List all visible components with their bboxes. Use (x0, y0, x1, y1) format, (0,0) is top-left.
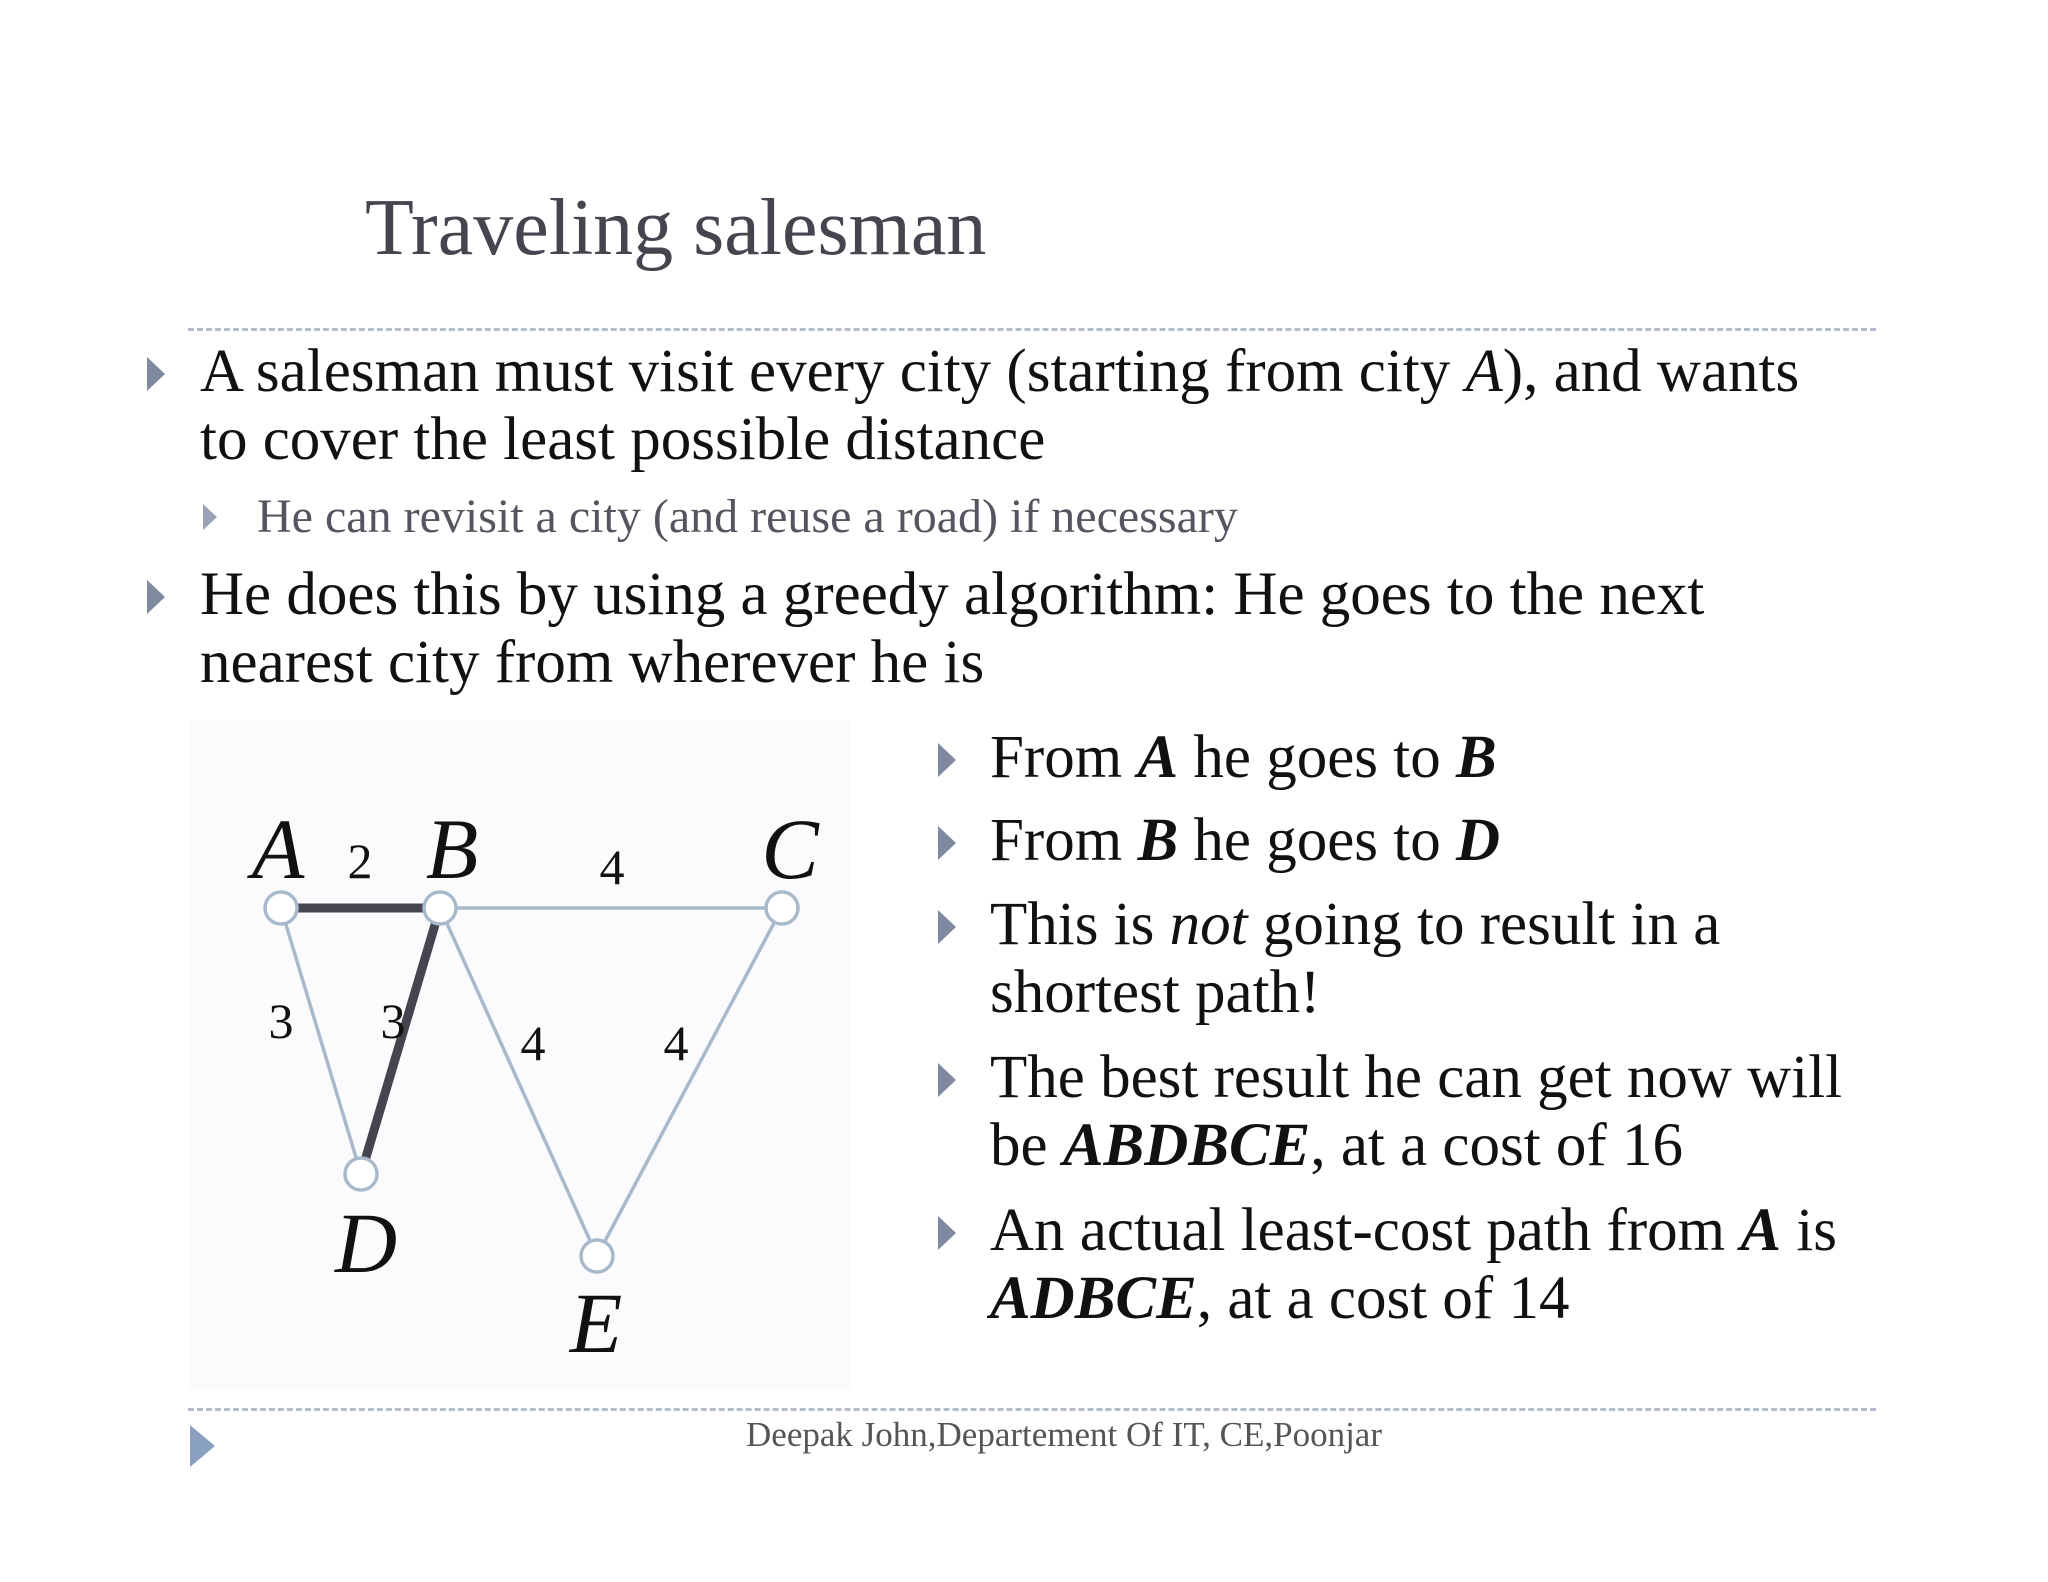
bullet-arrow-icon (938, 1216, 956, 1250)
rb2-pre: From (990, 807, 1138, 874)
edge-weight-AB: 2 (347, 833, 373, 889)
rb2-node-a: B (1137, 807, 1179, 874)
node-D (345, 1158, 377, 1190)
rb4-line-1: The best result he can get now will (990, 1044, 1843, 1111)
bullet-arrow-icon (147, 580, 165, 614)
bullet-arrow-icon (938, 910, 956, 944)
node-label-A: A (251, 801, 305, 897)
node-label-C: C (761, 801, 819, 897)
edge-weight-BD: 3 (380, 993, 406, 1049)
rb1-mid: he goes to (1178, 724, 1456, 791)
bullet-1-city: A (1465, 338, 1503, 405)
sub-bullet-arrow-icon (203, 504, 217, 530)
right-bullet-2 (990, 807, 1500, 875)
rb3-emphasis: not (1169, 891, 1248, 958)
rb4-post: , at a cost of 16 (1310, 1112, 1683, 1179)
bullet-arrow-icon (147, 357, 165, 391)
rb5-post: is (1781, 1197, 1838, 1264)
rb2-mid: he goes to (1178, 807, 1456, 874)
edge-weight-AD: 3 (268, 993, 294, 1049)
node-label-D: D (334, 1195, 398, 1291)
bullet-1-text-a: A salesman must visit every city (starting from city (200, 338, 1466, 405)
rb5-node-a: A (1740, 1197, 1782, 1264)
title-divider (188, 328, 1876, 331)
bullet-2 (257, 490, 1238, 544)
bullet-1 (200, 338, 1799, 474)
edge-weight-BE: 4 (520, 1015, 546, 1071)
bullet-arrow-icon (938, 743, 956, 777)
right-bullet-1 (990, 724, 1497, 792)
node-E (581, 1240, 613, 1272)
bullet-arrow-icon (938, 1063, 956, 1097)
rb5-post-2: , at a cost of 14 (1196, 1265, 1570, 1332)
bullet-arrow-icon (938, 826, 956, 860)
right-bullet-5 (990, 1197, 1837, 1333)
right-bullet-4 (990, 1044, 1842, 1180)
bullet-1-text-b: ), and wants (1502, 338, 1800, 405)
rb1-node-a: A (1137, 724, 1179, 791)
rb1-node-b: B (1455, 724, 1497, 791)
bullet-3-line-1: He does this by using a greedy algorithm: He goes to the next (200, 561, 1705, 628)
footer-divider (188, 1408, 1876, 1411)
edge-weight-CE: 4 (663, 1015, 689, 1071)
right-bullet-3 (990, 891, 1720, 1027)
slide-title: Traveling salesman (365, 184, 987, 272)
rb4-pre: be (990, 1112, 1063, 1179)
rb5-pre: An actual least-cost path from (990, 1197, 1741, 1264)
rb2-node-b: D (1455, 807, 1501, 874)
bullet-1-line-2: to cover the least possible distance (200, 406, 1046, 473)
edge-weight-BC: 4 (599, 839, 625, 895)
node-label-B: B (425, 801, 479, 897)
rb5-path: ADBCE (990, 1265, 1197, 1332)
bullet-3 (200, 561, 1704, 697)
bullet-2-text: He can revisit a city (and reuse a road) if necessary (257, 490, 1238, 543)
rb3-pre: This is (990, 891, 1170, 958)
bullet-3-line-2: nearest city from wherever he is (200, 629, 985, 696)
rb4-path: ABDBCE (1062, 1112, 1311, 1179)
footer-text: Deepak John,Departement Of IT, CE,Poonjar (746, 1415, 1382, 1454)
rb3-line-2: shortest path! (990, 959, 1321, 1026)
graph-diagram (190, 720, 850, 1390)
node-label-E: E (569, 1275, 623, 1371)
rb1-pre: From (990, 724, 1138, 791)
rb3-post: going to result in a (1247, 891, 1721, 958)
